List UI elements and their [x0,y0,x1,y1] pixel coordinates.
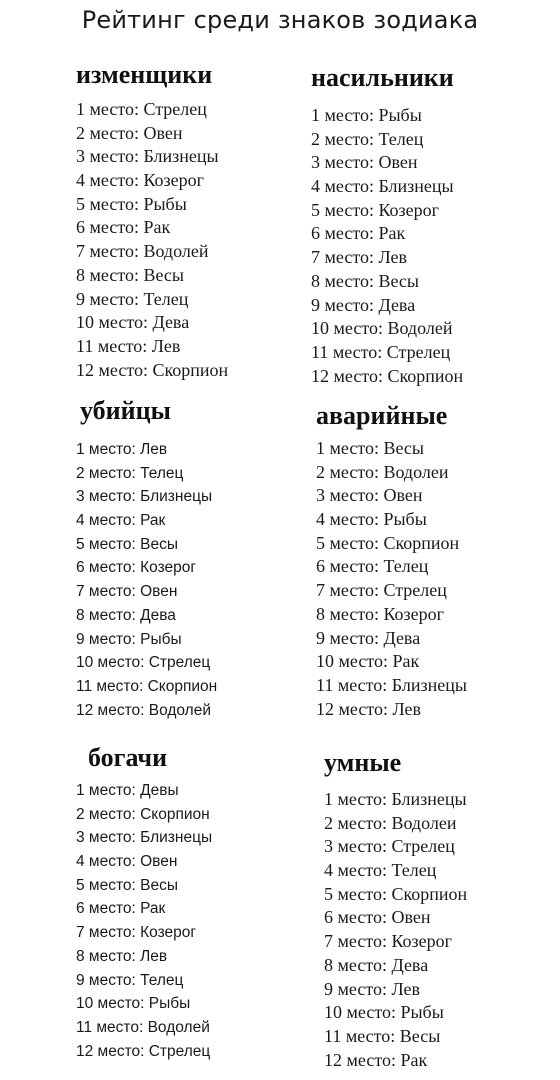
list-item: 2 место: Скорпион [76,805,210,823]
list-item: 8 место: Дева [324,954,429,975]
rank-list [311,104,463,388]
list-item: 1 место: Близнецы [324,789,467,809]
rank-list [76,438,217,722]
section-heading: богачи [88,743,168,772]
section-ubiytsy [76,396,217,722]
list-item: 11 место: Близнецы [316,674,467,695]
list-item: 11 место: Водолей [76,1018,210,1036]
list-item: 1 место: Рыбы [311,105,422,125]
list-item: 4 место: Козерог [76,170,205,191]
section-nasilniki [311,63,463,388]
list-item: 3 место: Близнецы [76,146,219,167]
list-item: 9 место: Телец [76,971,184,989]
list-item: 12 место: Скорпион [76,359,229,380]
list-item: 8 место: Козерог [316,603,445,624]
rank-list [316,437,467,721]
list-item: 6 место: Козерог [76,559,197,577]
section-umnye [324,748,467,1072]
list-item: 9 место: Рыбы [76,630,182,648]
list-item: 8 место: Дева [76,606,176,624]
list-item: 1 место: Весы [316,438,424,458]
list-item: 10 место: Водолей [311,318,453,339]
section-avariynye [316,401,467,721]
list-item: 3 место: Близнецы [76,488,213,506]
list-item: 3 место: Овен [316,485,423,506]
list-item: 5 место: Козерог [311,199,440,220]
list-item: 12 место: Рак [324,1049,428,1070]
list-item: 5 место: Весы [76,876,178,894]
section-heading: убийцы [80,396,171,425]
section-heading: изменщики [76,60,213,89]
list-item: 6 место: Телец [316,556,429,577]
list-item: 2 место: Овен [76,122,183,143]
list-item: 1 место: Лев [76,441,168,458]
list-item: 6 место: Овен [324,907,431,928]
list-item: 9 место: Дева [316,627,421,648]
list-item: 1 место: Девы [76,782,179,799]
list-item: 2 место: Водолеи [324,812,457,833]
list-item: 12 место: Лев [316,698,422,719]
list-item: 8 место: Весы [311,270,419,291]
list-item: 9 место: Телец [76,288,189,309]
list-item: 11 место: Лев [76,335,181,356]
list-item: 2 место: Телец [311,128,424,149]
list-item: 6 место: Рак [76,900,166,918]
list-item: 5 место: Весы [76,535,178,553]
list-item: 2 место: Водолеи [316,461,449,482]
list-item: 12 место: Стрелец [76,1042,211,1060]
section-heading: насильники [311,63,454,92]
list-item: 12 место: Водолей [76,701,211,719]
list-item: 6 место: Рак [76,217,171,238]
list-item: 10 место: Рыбы [76,995,191,1013]
list-item: 3 место: Овен [311,152,418,173]
list-item: 9 место: Дева [311,294,416,315]
list-item: 5 место: Рыбы [76,193,187,214]
list-item: 3 место: Близнецы [76,829,213,847]
list-item: 10 место: Рак [316,651,420,672]
list-item: 12 место: Скорпион [311,365,464,386]
section-bogachi [76,743,212,1063]
list-item: 7 место: Лев [311,247,408,268]
list-item: 1 место: Стрелец [76,99,207,119]
list-item: 4 место: Телец [324,860,437,881]
list-item: 7 место: Стрелец [316,580,447,601]
list-item: 4 место: Овен [76,853,178,871]
list-item: 11 место: Скорпион [76,677,218,695]
page-title: Рейтинг среди знаков зодиака [81,6,479,34]
list-item: 8 место: Весы [76,264,184,285]
list-item: 11 место: Весы [324,1025,441,1046]
list-item: 5 место: Скорпион [324,883,468,904]
list-item: 4 место: Рыбы [316,509,427,530]
rank-list [324,788,467,1072]
list-item: 8 место: Лев [76,947,168,965]
list-item: 7 место: Водолей [76,241,209,262]
list-item: 11 место: Стрелец [311,341,451,362]
list-item: 10 место: Рыбы [324,1002,444,1023]
rank-list [76,98,228,382]
list-item: 10 место: Дева [76,312,190,333]
list-item: 3 место: Стрелец [324,836,455,857]
list-item: 7 место: Козерог [324,931,453,952]
list-item: 7 место: Овен [76,583,178,601]
list-item: 4 место: Рак [76,512,166,530]
section-heading: умные [324,748,402,777]
list-item: 4 место: Близнецы [311,176,454,197]
section-izmenshchiki [76,60,228,382]
rank-list [76,779,212,1063]
list-item: 7 место: Козерог [76,924,197,942]
list-item: 6 место: Рак [311,223,406,244]
section-heading: аварийные [316,401,448,430]
list-item: 10 место: Стрелец [76,654,211,672]
list-item: 2 место: Телец [76,464,184,482]
list-item: 9 место: Лев [324,978,421,999]
list-item: 5 место: Скорпион [316,532,460,553]
